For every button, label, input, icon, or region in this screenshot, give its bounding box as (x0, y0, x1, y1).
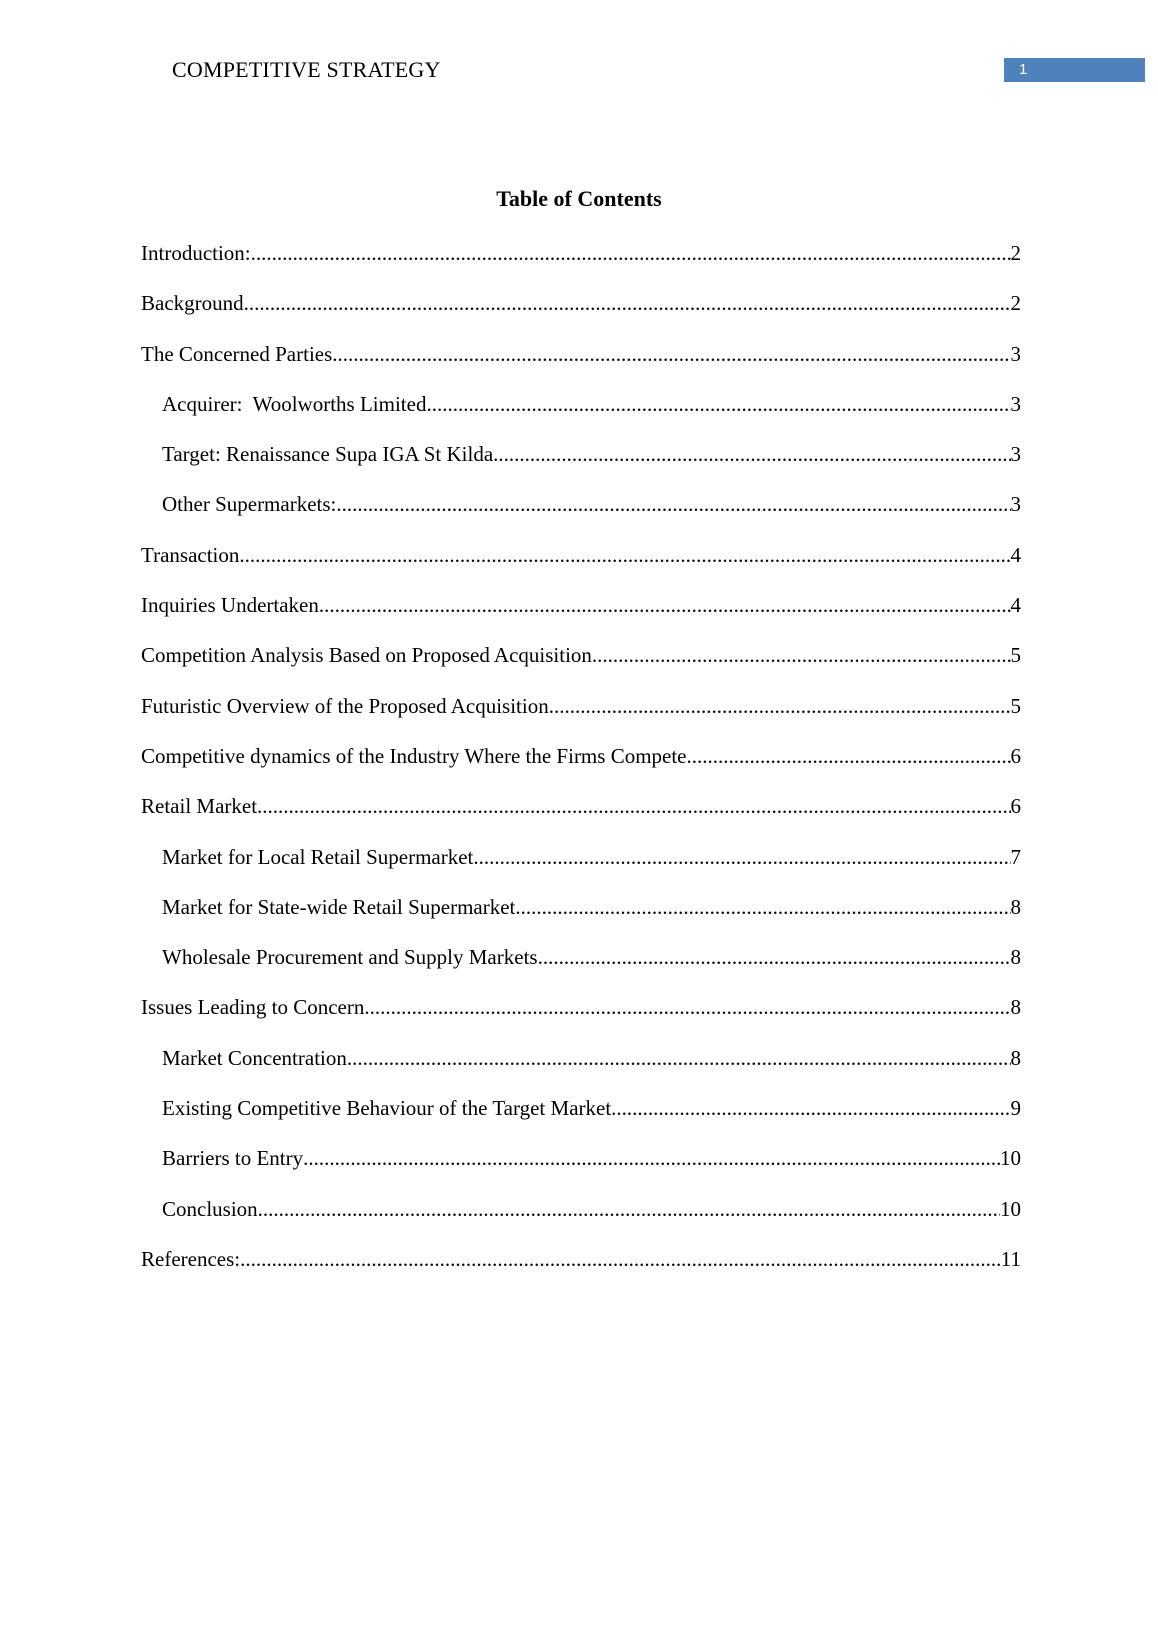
toc-leader-dots (687, 744, 1011, 769)
toc-entry-label: Acquirer: Woolworths Limited (162, 391, 427, 416)
toc-entry-page: 6 (1010, 794, 1021, 819)
toc-entry-label: Retail Market (141, 794, 258, 819)
toc-entry-page: 11 (1000, 1246, 1021, 1271)
toc-leader-dots (549, 694, 1011, 719)
toc-entry-label: Background (141, 291, 244, 316)
toc-leader-dots (592, 643, 1011, 668)
toc-entry-label: Transaction (141, 542, 240, 567)
toc-entry-label: References: (141, 1246, 241, 1271)
toc-entry-page: 5 (1010, 693, 1021, 718)
toc-entry-page: 8 (1010, 945, 1021, 970)
toc-entry-page: 5 (1010, 643, 1021, 668)
toc-entry[interactable] (141, 694, 1021, 744)
toc-leader-dots (257, 794, 1010, 819)
toc-entry-label: Futuristic Overview of the Proposed Acquisition (141, 693, 549, 718)
toc-leader-dots (515, 895, 1010, 920)
toc-subentry[interactable] (141, 895, 1021, 945)
toc-subentry[interactable] (141, 1096, 1021, 1146)
toc-entry-label: Barriers to Entry (162, 1146, 304, 1171)
toc-entry-page: 8 (1010, 1045, 1021, 1070)
toc-entry-label: Existing Competitive Behaviour of the Target Market (162, 1096, 612, 1121)
toc-leader-dots (336, 492, 1010, 517)
toc-leader-dots (258, 1197, 1000, 1222)
toc-leader-dots (426, 392, 1010, 417)
toc-entry[interactable] (141, 593, 1021, 643)
toc-leader-dots (303, 1146, 1000, 1171)
toc-entry[interactable] (141, 543, 1021, 593)
toc-leader-dots (538, 945, 1011, 970)
toc-entry[interactable] (141, 744, 1021, 794)
toc-entry[interactable] (141, 291, 1021, 341)
toc-entry-label: Inquiries Undertaken (141, 593, 319, 618)
toc-entry-label: Market for Local Retail Supermarket (162, 844, 474, 869)
toc-subentry[interactable] (141, 492, 1021, 542)
toc-subentry[interactable] (141, 392, 1021, 442)
toc-entry-page: 2 (1010, 291, 1021, 316)
toc-entry-page: 6 (1010, 743, 1021, 768)
toc-entry-page: 8 (1010, 894, 1021, 919)
toc-entry-label: Wholesale Procurement and Supply Markets (162, 945, 538, 970)
toc-entry-page: 3 (1010, 492, 1021, 517)
toc-entry-page: 9 (1010, 1096, 1021, 1121)
toc-entry-label: Market for State-wide Retail Supermarket (162, 894, 516, 919)
toc-entry[interactable] (141, 342, 1021, 392)
toc-entry-page: 3 (1010, 442, 1021, 467)
toc-entry-page: 10 (1000, 1146, 1021, 1171)
toc-entry-label: Introduction: (141, 241, 251, 265)
running-head: COMPETITIVE STRATEGY (172, 57, 441, 82)
toc-subentry[interactable] (141, 1046, 1021, 1096)
toc-leader-dots (244, 291, 1011, 316)
toc-leader-dots (239, 543, 1010, 568)
toc-entry[interactable] (141, 995, 1021, 1045)
toc-entry[interactable] (141, 794, 1021, 844)
toc-entry-page: 7 (1010, 844, 1021, 869)
toc-title: Table of Contents (496, 186, 662, 211)
toc-entry-page: 3 (1010, 341, 1021, 366)
toc-entry-label: Market Concentration (162, 1045, 347, 1070)
toc-leader-dots (611, 1096, 1010, 1121)
toc-entry[interactable] (141, 241, 1021, 291)
toc-leader-dots (473, 845, 1010, 870)
toc-entry-label: Competition Analysis Based on Proposed Acquisition (141, 643, 592, 668)
page-number-badge: 1 (1004, 58, 1145, 82)
toc-subentry[interactable] (141, 442, 1021, 492)
table-of-contents (141, 241, 1021, 1297)
toc-subentry[interactable] (141, 845, 1021, 895)
toc-entry-label: Other Supermarkets: (162, 492, 337, 517)
toc-entry-page: 10 (1000, 1196, 1021, 1221)
toc-leader-dots (332, 342, 1010, 367)
toc-entry-page: 3 (1010, 391, 1021, 416)
toc-entry-page: 4 (1010, 593, 1021, 618)
toc-leader-dots (240, 1247, 1001, 1272)
toc-entry[interactable] (141, 643, 1021, 693)
toc-leader-dots (493, 442, 1010, 467)
toc-entry-label: Target: Renaissance Supa IGA St Kilda (162, 442, 494, 467)
toc-entry-page: 8 (1010, 995, 1021, 1020)
toc-entry-label: Competitive dynamics of the Industry Where the Firms Compete (141, 743, 687, 768)
toc-subentry[interactable] (141, 945, 1021, 995)
toc-entry-label: Issues Leading to Concern (141, 995, 365, 1020)
toc-entry[interactable] (141, 1247, 1021, 1297)
toc-entry-label: The Concerned Parties (141, 341, 333, 366)
toc-subentry[interactable] (141, 1197, 1021, 1247)
toc-leader-dots (347, 1046, 1011, 1071)
toc-leader-dots (364, 995, 1010, 1020)
toc-entry-label: Conclusion (162, 1196, 258, 1221)
toc-leader-dots (319, 593, 1011, 618)
toc-leader-dots (251, 241, 1011, 266)
toc-subentry[interactable] (141, 1146, 1021, 1196)
toc-entry-page: 2 (1010, 241, 1021, 265)
toc-entry-page: 4 (1010, 542, 1021, 567)
